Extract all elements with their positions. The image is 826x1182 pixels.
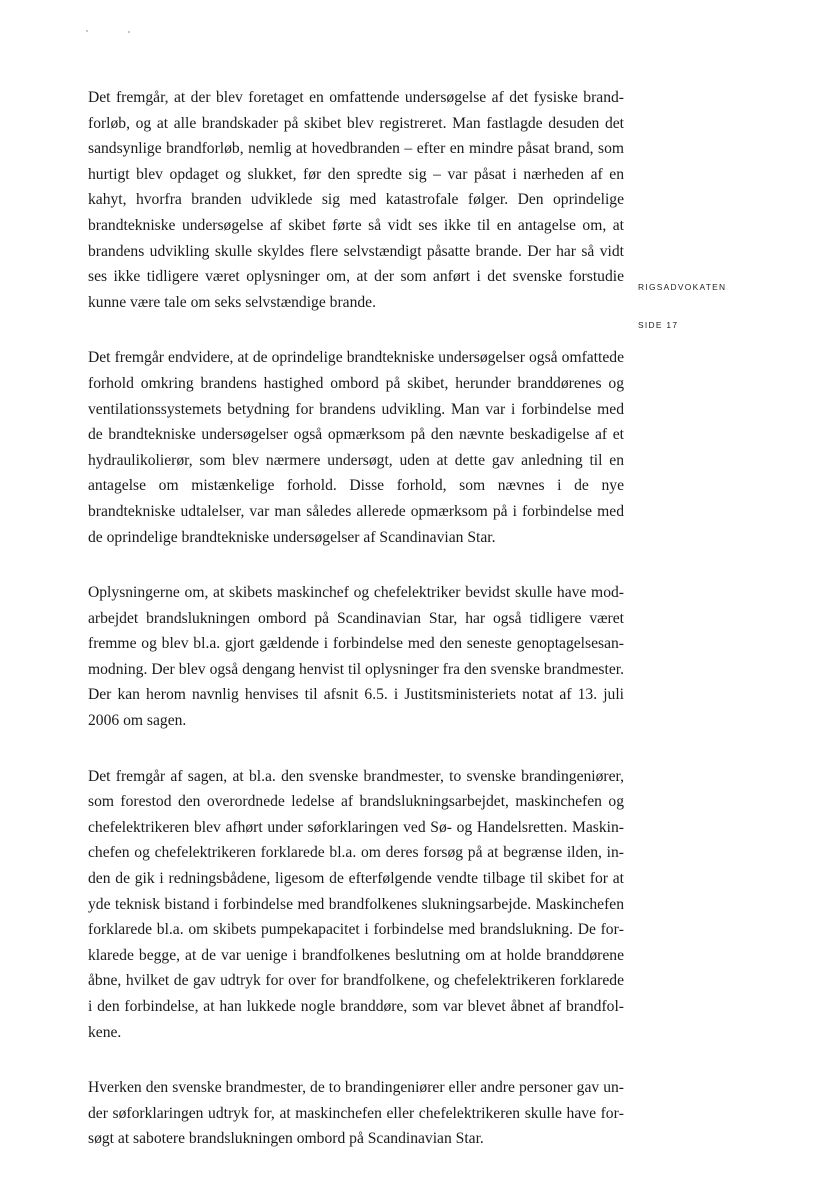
- body-text: [88, 85, 624, 1182]
- page-number-label: SIDE 17: [638, 320, 679, 330]
- organization-label: RIGSADVOKATEN: [638, 282, 727, 292]
- scan-speck: [128, 31, 130, 33]
- paragraph-4: Det fremgår af sagen, at bl.a. den svenske brandmester, to svenske brandingeniører, som forestod den overordnede ledelse af brandslukningsarbejdet, maskinchefen og chefelektrikeren blev afhørt under søforklaringen ved Sø- og Handelsretten. Maskinchefen og chefelektrikeren forklarede bl.a. om deres forsøg på at begrænse ilden, inden de gik i redningsbådene, ligesom de efterfølgende vendte tilbage til skibet for at yde teknisk bistand i forbindelse med brandfolkenes slukningsarbejde. Maskinchefen forklarede bl.a. om skibets pumpekapacitet i forbindelse med brandslukning. De forklarede begge, at de var uenige i brandfolkenes beslutning om at holde branddørene åbne, hvilket de gav udtryk for over for brandfolkene, og chefelektrikeren forklarede i den forbindelse, at han lukkede nogle branddøre, som var blevet åbnet af brandfolkene.: [88, 767, 624, 1041]
- paragraph-2: Det fremgår endvidere, at de oprindelige brandtekniske undersøgelser også omfattede forhold omkring brandens hastighed ombord på skibet, herunder branddørenes og ventilationssystemets betydning for brandens udvikling. Man var i forbindelse med de brandtekniske undersøgelser også opmærksom på den nævnte beskadigelse af et hydraulikolierør, som blev nærmere undersøgt, uden at dette gav anledning til en antagelse om mistænkelige forhold. Disse forhold, som nævnes i de nye brandtekniske udtalelser, var man således allerede opmærksom på i forbindelse med de oprindelige brandtekniske undersøgelser af Scandinavian Star.: [88, 349, 624, 546]
- scan-speck: [86, 30, 88, 32]
- paragraph-5: Hverken den svenske brandmester, de to brandingeniører eller andre personer gav under søforklaringen udtryk for, at maskinchefen eller chefelektrikeren skulle have forsøgt at sabotere brandslukningen ombord på Scandinavian Star.: [88, 1079, 624, 1148]
- paragraph-3: Oplysningerne om, at skibets maskinchef og chefelektriker bevidst skulle have modarbejdet brandslukningen ombord på Scandinavian Star, har også tidligere været fremme og blev bl.a. gjort gældende i forbindelse med den seneste genoptagelsesanmodning. Der blev også dengang henvist til oplysninger fra den svenske brandmester. Der kan herom navnlig henvises til afsnit 6.5. i Justitsministeriets notat af 13. juli 2006 om sagen.: [88, 584, 624, 730]
- paragraph-1: Det fremgår, at der blev foretaget en omfattende undersøgelse af det fysiske brandforløb, og at alle brandskader på skibet blev registreret. Man fastlagde desuden det sandsynlige brandforløb, nemlig at hovedbranden – efter en mindre påsat brand, som hurtigt blev opdaget og slukket, før den spredte sig – var påsat i nærheden af en kahyt, hvorfra branden udviklede sig med katastrofale følger. Den oprindelige brandtekniske undersøgelse af skibet førte så vidt ses ikke til en antagelse om, at brandens udvikling skulle skyldes flere selvstændigt påsatte brande. Der har så vidt ses ikke tidligere været oplysninger om, at der som anført i det svenske forstudie kunne være tale om seks selvstændige brande.: [88, 89, 624, 311]
